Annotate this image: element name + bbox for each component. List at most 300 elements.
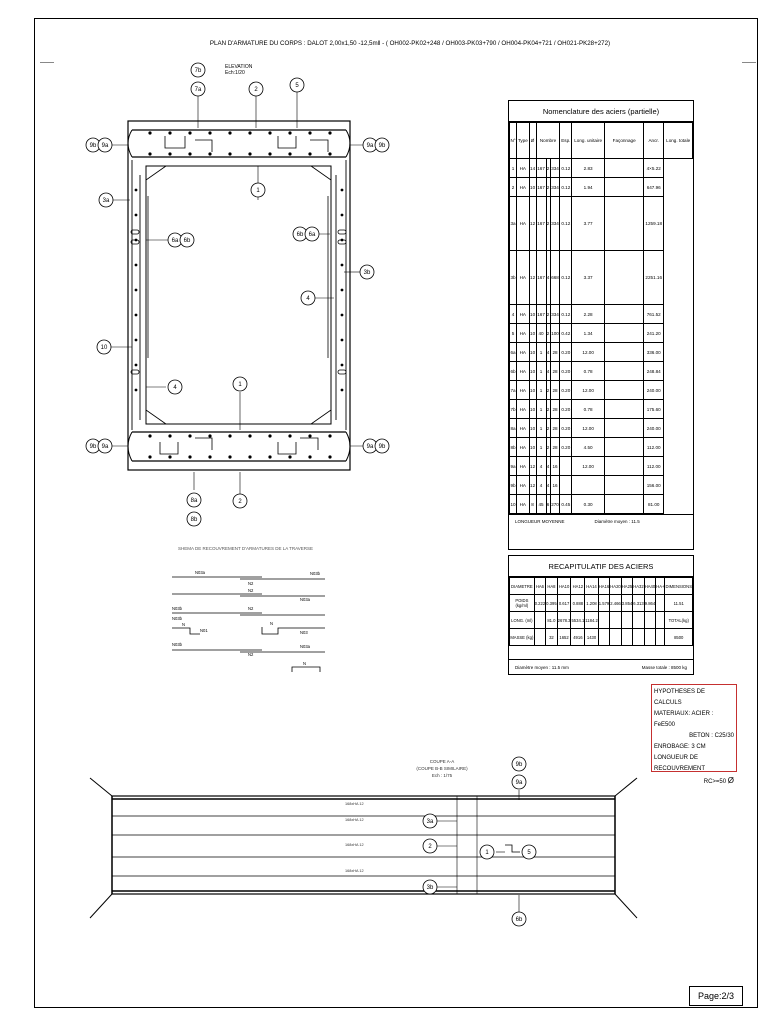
recap-row — [510, 578, 693, 595]
nomenclature-cell: 10 — [510, 495, 517, 514]
nomenclature-row — [510, 381, 693, 400]
nomenclature-cell: 8b — [510, 438, 517, 457]
recap-cell: 0.222 — [534, 595, 545, 612]
nomenclature-cell: HA — [517, 197, 530, 251]
nomenclature-cell — [605, 381, 644, 400]
recap-cell: 1652 — [557, 629, 571, 646]
leader-lines — [111, 92, 377, 494]
nomenclature-cell: 6 — [546, 495, 550, 514]
nomenclature-cell: HA — [517, 362, 530, 381]
nomenclature-row — [510, 419, 693, 438]
nomenclature-cell — [605, 178, 644, 197]
nomenclature-cell: 2 — [510, 178, 517, 197]
recap-cell: DIAMETRE — [510, 578, 535, 595]
nomenclature-footer: LONGUEUR MOYENNE Diamètre moyen : 11.5 — [509, 514, 693, 527]
callout-6b: 6b — [183, 238, 191, 244]
nomenclature-cell: 0.78 — [572, 362, 605, 381]
nomenclature-cell: 7b — [510, 400, 517, 419]
nomenclature-cell: 28 — [550, 343, 560, 362]
recap-cell: 6.313 — [633, 595, 644, 612]
nomenclature-cell — [605, 251, 644, 305]
nomenclature-cell: 4 — [546, 362, 550, 381]
nomenclature-row — [510, 400, 693, 419]
recap-cell: DIMENSIONS — [665, 578, 693, 595]
recap-cell — [598, 629, 609, 646]
nomenclature-cell: 4 — [546, 343, 550, 362]
recap-cell: 32 — [546, 629, 557, 646]
recap-cell: LONG. (ml) — [510, 612, 535, 629]
callout-6a: 6a — [171, 238, 179, 244]
svg-text:N2: N2 — [248, 581, 254, 586]
recap-cell: 1430 — [585, 629, 599, 646]
nomenclature-cell: 8a — [510, 419, 517, 438]
section-aa — [90, 778, 637, 918]
hypotheses-materials: MATERIAUX: ACIER : FeE500 — [654, 711, 714, 728]
svg-text:N03b: N03b — [172, 616, 183, 621]
svg-text:N03a: N03a — [195, 570, 206, 575]
nomenclature-cell: 175.60 — [644, 400, 664, 419]
recap-footer: Diamètre moyen : 11.5 mm Masse totale : 8500 kg — [509, 659, 693, 674]
nomenclature-cell: 7a — [510, 381, 517, 400]
callout-4: 4 — [173, 385, 177, 391]
nomenclature-cell — [605, 305, 644, 324]
recap-cell — [656, 629, 665, 646]
nomenclature-cell: 10 — [529, 381, 536, 400]
svg-text:N03a: N03a — [300, 597, 311, 602]
svg-text:N: N — [303, 661, 307, 666]
nomenclature-cell: 4 — [536, 457, 546, 476]
nomenclature-cell: 0.20 — [560, 343, 572, 362]
nomenclature-row — [510, 457, 693, 476]
nomenclature-cell: 10 — [529, 419, 536, 438]
nomenclature-cell: 28 — [550, 400, 560, 419]
nomenclature-row — [510, 324, 693, 343]
hypotheses-rc: RC>=50 — [703, 779, 727, 785]
nomenclature-cell: 2.83 — [572, 159, 605, 178]
recap-row — [510, 595, 693, 612]
nomenclature-cell: 28 — [550, 381, 560, 400]
recap-title: RECAPITULATIF DES ACIERS — [509, 556, 693, 577]
recap-table — [508, 555, 694, 675]
nomenclature-cell: 0.20 — [560, 438, 572, 457]
svg-text:9a: 9a — [515, 780, 523, 786]
nomenclature-row — [510, 305, 693, 324]
recap-cell: 3.854 — [621, 595, 632, 612]
recap-cell — [644, 612, 655, 629]
svg-text:N2: N2 — [248, 652, 254, 657]
nomenclature-cell — [605, 495, 644, 514]
nomenclature-cell: 1.34 — [572, 324, 605, 343]
recap-cell: 1184.2 — [585, 612, 599, 629]
callout-2: 2 — [238, 499, 242, 505]
recap-cell: 2.466 — [610, 595, 621, 612]
nomenclature-cell: HA — [517, 419, 530, 438]
nomenclature-cell: 8 — [529, 495, 536, 514]
recap-cell — [534, 629, 545, 646]
nomenclature-cell: 16 — [550, 457, 560, 476]
schema-title: SHEMA DE RECOUVREMENT D'ARMATURES DE LA TRAVERSE — [178, 546, 314, 551]
page-number: Page:2/3 — [689, 986, 743, 1006]
callout-9b: 9b — [89, 444, 97, 450]
nomenclature-cell — [560, 457, 572, 476]
recap-cell — [598, 612, 609, 629]
nomenclature-cell: 240.00 — [644, 381, 664, 400]
nomenclature-cell: 167 — [536, 305, 546, 324]
recap-cell — [610, 612, 621, 629]
nomenclature-cell: 12 — [529, 197, 536, 251]
nomenclature-cell: 0.78 — [572, 400, 605, 419]
nomenclature-cell: 4 — [510, 305, 517, 324]
elevation-section — [128, 121, 350, 470]
recap-grid — [509, 577, 693, 646]
svg-text:168xHA 12: 168xHA 12 — [345, 843, 364, 847]
nomenclature-cell: 5 — [510, 324, 517, 343]
nomenclature-cell: 10 — [529, 400, 536, 419]
nomenclature-table — [508, 100, 694, 550]
nomenclature-cell: 28 — [550, 419, 560, 438]
svg-text:5: 5 — [527, 850, 531, 856]
recap-cell — [633, 612, 644, 629]
nomenclature-row — [510, 476, 693, 495]
nomenclature-row — [510, 362, 693, 381]
nomenclature-cell: 12.00 — [572, 419, 605, 438]
recap-cell — [610, 629, 621, 646]
nomenclature-cell: 0.42 — [560, 324, 572, 343]
recap-cell: 2678.3 — [557, 612, 571, 629]
nomenclature-cell: 10 — [529, 178, 536, 197]
svg-text:9b: 9b — [515, 762, 523, 768]
recap-cell: 4916 — [571, 629, 585, 646]
nomenclature-cell: 248.84 — [644, 362, 664, 381]
nomenclature-row — [510, 159, 693, 178]
nomenclature-cell — [605, 362, 644, 381]
callout-8a: 8a — [190, 498, 198, 504]
callout-3b: 3b — [363, 270, 371, 276]
elevation-callout-labels — [90, 68, 386, 523]
nomenclature-cell: 1 — [536, 381, 546, 400]
recap-cell: HA16 — [598, 578, 609, 595]
nomenclature-cell: 12.00 — [572, 457, 605, 476]
recap-cell: HA20 — [610, 578, 621, 595]
nomenclature-cell: HA — [517, 438, 530, 457]
svg-text:6b: 6b — [515, 917, 523, 923]
nomenclature-cell: 112.00 — [644, 438, 664, 457]
recap-cell: HA8 — [546, 578, 557, 595]
hypotheses-box — [651, 684, 737, 785]
nomenclature-cell: 334 — [550, 305, 560, 324]
recap-cell: HA6 — [534, 578, 545, 595]
nomenclature-cell: 12.00 — [572, 381, 605, 400]
svg-text:N03a: N03a — [300, 644, 311, 649]
nomenclature-cell: 1 — [536, 343, 546, 362]
nomenclature-cell: HA — [517, 305, 530, 324]
svg-text:2: 2 — [428, 844, 432, 850]
nomenclature-cell: 1 — [536, 419, 546, 438]
recap-cell: 8500 — [665, 629, 693, 646]
section-scale: Ech : 1/75 — [431, 773, 453, 778]
nomenclature-cell: HA — [517, 178, 530, 197]
nomenclature-cell: 3.37 — [572, 251, 605, 305]
nomenclature-cell: HA — [517, 457, 530, 476]
nomenclature-cell — [572, 476, 605, 495]
nomenclature-cell — [560, 476, 572, 495]
nomenclature-cell: 1 — [536, 362, 546, 381]
section-name: COUPE A-A — [429, 759, 455, 764]
nomenclature-cell: 1 — [510, 159, 517, 178]
nomenclature-cell: 0.12 — [560, 305, 572, 324]
recap-cell: MASSE (kg) — [510, 629, 535, 646]
nomenclature-cell: 270 — [550, 495, 560, 514]
recap-cell: HA25 — [621, 578, 632, 595]
nomenclature-cell: 3a — [510, 197, 517, 251]
nomenclature-cell: 9a — [510, 457, 517, 476]
callout-9a: 9a — [101, 444, 109, 450]
nomenclature-cell: 0.12 — [560, 159, 572, 178]
recap-cell — [534, 612, 545, 629]
callout-6b: 6b — [296, 232, 304, 238]
elevation-title: ELEVATION — [225, 64, 253, 70]
nomenclature-cell: 10 — [529, 438, 536, 457]
svg-text:168xHA 12: 168xHA 12 — [345, 869, 364, 873]
nomenclature-cell: 2 — [546, 419, 550, 438]
elevation-callouts — [86, 63, 389, 526]
nomenclature-title: Nomenclature des aciers (partielle) — [509, 101, 693, 122]
recap-row — [510, 612, 693, 629]
nomenclature-row — [510, 438, 693, 457]
section-subtitle: (COUPE B-B SIMILAIRE) — [416, 766, 468, 771]
recap-row — [510, 629, 693, 646]
callout-9a: 9a — [366, 444, 374, 450]
nomenclature-cell: 4 — [546, 457, 550, 476]
nomenclature-cell: 167 — [536, 178, 546, 197]
nomenclature-cell: 2251.16 — [644, 251, 664, 305]
nomenclature-cell: 10 — [529, 362, 536, 381]
nomenclature-cell: 334 — [550, 159, 560, 178]
nomenclature-cell: 3b — [510, 251, 517, 305]
section-title — [412, 758, 472, 779]
recap-cell: 0.617 — [557, 595, 571, 612]
nomenclature-cell: 1 — [536, 438, 546, 457]
recap-cell — [633, 629, 644, 646]
nomenclature-cell: 4 — [546, 476, 550, 495]
recap-cell: HA+ — [656, 578, 665, 595]
nomenclature-cell: 0.20 — [560, 419, 572, 438]
nomenclature-cell: 81.00 — [644, 495, 664, 514]
nomenclature-cell — [605, 159, 644, 178]
nomenclature-cell: 1 — [536, 400, 546, 419]
callout-2: 2 — [254, 87, 258, 93]
nomenclature-cell: 0.45 — [560, 495, 572, 514]
nomenclature-cell: 336.00 — [644, 343, 664, 362]
callout-5: 5 — [295, 83, 299, 89]
nomenclature-cell: HA — [517, 400, 530, 419]
section-bar-labels — [345, 802, 364, 873]
nomenclature-cell: 6b — [510, 362, 517, 381]
recap-cell: 9.864 — [644, 595, 655, 612]
nomenclature-cell: 12.00 — [572, 343, 605, 362]
nomenclature-cell: 3.77 — [572, 197, 605, 251]
nomenclature-cell: 167 — [536, 159, 546, 178]
nomenclature-cell: HA — [517, 343, 530, 362]
nomenclature-cell: 1259.18 — [644, 197, 664, 251]
svg-text:N: N — [270, 621, 274, 626]
nomenclature-cell: HA — [517, 251, 530, 305]
nomenclature-cell: 100 — [550, 324, 560, 343]
recap-cell: 0.395 — [546, 595, 557, 612]
recap-cell: TOTAL(kg) — [665, 612, 693, 629]
callout-4: 4 — [306, 296, 310, 302]
nomenclature-cell: 2 — [546, 159, 550, 178]
nomenclature-cell: 0.12 — [560, 197, 572, 251]
nomenclature-cell: 40 — [536, 324, 546, 343]
hypotheses-enrobage: ENROBAGE: 3 CM — [654, 744, 706, 750]
nomenclature-cell: 12 — [529, 476, 536, 495]
svg-text:N: N — [182, 622, 186, 627]
nomenclature-cell: 6a — [510, 343, 517, 362]
nomenclature-cell: 4×5.22 — [644, 159, 664, 178]
svg-text:N01: N01 — [200, 628, 208, 633]
svg-text:3b: 3b — [426, 885, 434, 891]
nomenclature-cell: 45 — [536, 495, 546, 514]
recap-cell: 1.208 — [585, 595, 599, 612]
callout-9a: 9a — [101, 143, 109, 149]
nomenclature-cell: 4 — [536, 476, 546, 495]
nomenclature-cell: 167 — [536, 197, 546, 251]
nomenclature-cell: 2.28 — [572, 305, 605, 324]
svg-text:3a: 3a — [426, 819, 434, 825]
callout-1: 1 — [238, 382, 242, 388]
nomenclature-cell: 761.52 — [644, 305, 664, 324]
nomenclature-cell: 2 — [546, 381, 550, 400]
recap-cell: 1.579 — [598, 595, 609, 612]
nomenclature-row — [510, 251, 693, 305]
callout-3a: 3a — [102, 198, 110, 204]
nomenclature-cell: 240.00 — [644, 419, 664, 438]
nomenclature-cell: 156.00 — [644, 476, 664, 495]
nomenclature-cell: 9b — [510, 476, 517, 495]
nomenclature-cell — [605, 457, 644, 476]
nomenclature-cell: 2 — [546, 324, 550, 343]
recap-cell: 81.0 — [546, 612, 557, 629]
recap-cell: HA40 — [644, 578, 655, 595]
callout-6a: 6a — [308, 232, 316, 238]
callout-7b: 7b — [194, 68, 202, 74]
nomenclature-row — [510, 197, 693, 251]
callout-9a: 9a — [366, 143, 374, 149]
nomenclature-cell: 334 — [550, 197, 560, 251]
nomenclature-cell: 647.96 — [644, 178, 664, 197]
nomenclature-cell: 10 — [529, 305, 536, 324]
hypotheses-beton: BETON : C25/30 — [689, 733, 734, 739]
nomenclature-cell — [605, 343, 644, 362]
nomenclature-cell — [605, 419, 644, 438]
nomenclature-cell — [605, 476, 644, 495]
hypotheses-title: HYPOTHESES DE CALCULS — [654, 689, 706, 706]
diameter-icon: Ø — [727, 776, 734, 785]
nomenclature-cell: 0.20 — [560, 381, 572, 400]
recap-cell: HA14 — [585, 578, 599, 595]
svg-text:N2: N2 — [248, 606, 254, 611]
svg-text:N03b: N03b — [172, 642, 183, 647]
nomenclature-cell: 0.30 — [572, 495, 605, 514]
nomenclature-row — [510, 343, 693, 362]
nomenclature-cell: HA — [517, 159, 530, 178]
nomenclature-row — [510, 178, 693, 197]
nomenclature-cell — [605, 324, 644, 343]
recap-cell: 5534.1 — [571, 612, 585, 629]
nomenclature-cell: 16 — [550, 476, 560, 495]
nomenclature-cell: 4 — [546, 251, 550, 305]
callout-9b: 9b — [378, 444, 386, 450]
recap-cell — [621, 629, 632, 646]
nomenclature-cell: HA — [517, 476, 530, 495]
nomenclature-grid: N° Type Ø Nombre Esp. Long. unitaire Façonnage Ancr. Long. totale 1 HA 14 167 2 334 0.12 2.83 4×5.22 2 HA 10 167 2 334 0.12 1.94 647.96 3a HA 12 167 2 334 0.12 3.77 1259.18 3b HA 12 167 4 668 0.12 3.37 2251.16 4 HA 10 167 2 334 0.12 2.28 761.52 5 HA 10 40 2 100 0.42 1.34 241.20 6a HA 10 1 4 28 0.20 12.00 336.00 6b HA 10 1 4 28 0.20 0.78 248.84 7a HA 10 1 2 28 0.20 12.00 240.00 7b HA 10 1 2 28 0.20 0.78 175.60 8a HA 10 1 2 28 0.20 12.00 240.00 8b HA 10 1 2 28 0.20 4.50 112.00 9a HA 12 4 4 16 12.00 112.00 9b HA 12 4 4 16 156.00 10 HA 8 45 6 270 0.45 0.30 81.00 — [509, 122, 693, 514]
nomenclature-cell: 1.94 — [572, 178, 605, 197]
nomenclature-cell — [605, 438, 644, 457]
nomenclature-cell: 334 — [550, 178, 560, 197]
nomenclature-cell: HA — [517, 324, 530, 343]
svg-text:168xHA 12: 168xHA 12 — [345, 802, 364, 806]
nomenclature-cell: 10 — [529, 343, 536, 362]
nomenclature-cell: 167 — [536, 251, 546, 305]
callout-9b: 9b — [89, 143, 97, 149]
drawing-title: PLAN D'ARMATURE DU CORPS : DALOT 2,00x1,50 -12,5mll - ( OH002-PK02+248 / OH003-PK03+790 / OH004-PK04+721 / OH021-PK28+272) — [209, 40, 611, 47]
recap-cell: HA10 — [557, 578, 571, 595]
nomenclature-cell: 2 — [546, 197, 550, 251]
nomenclature-cell: 10 — [529, 324, 536, 343]
nomenclature-cell: 2 — [546, 400, 550, 419]
recap-cell — [621, 612, 632, 629]
nomenclature-cell: 4.50 — [572, 438, 605, 457]
callout-7a: 7a — [194, 87, 202, 93]
svg-text:N03b: N03b — [172, 606, 183, 611]
recap-cell: 0.888 — [571, 595, 585, 612]
svg-text:N03b: N03b — [310, 571, 321, 576]
recap-cell: 11.51 — [665, 595, 693, 612]
hypotheses-recouvrement: LONGUEUR DE RECOUVREMENT — [654, 755, 706, 772]
nomenclature-cell: HA — [517, 495, 530, 514]
recap-cell: HA32 — [633, 578, 644, 595]
svg-text:1: 1 — [485, 850, 489, 856]
recap-cell — [644, 629, 655, 646]
svg-text:N03: N03 — [300, 630, 308, 635]
nomenclature-cell: 0.20 — [560, 362, 572, 381]
nomenclature-cell: 112.00 — [644, 457, 664, 476]
recap-cell: HA12 — [571, 578, 585, 595]
nomenclature-cell: 0.20 — [560, 400, 572, 419]
recap-cell — [656, 612, 665, 629]
nomenclature-cell: 28 — [550, 438, 560, 457]
nomenclature-cell — [605, 197, 644, 251]
callout-10: 10 — [100, 345, 108, 351]
nomenclature-cell: 0.12 — [560, 178, 572, 197]
nomenclature-cell: 12 — [529, 457, 536, 476]
recap-cell — [656, 595, 665, 612]
nomenclature-cell: 668 — [550, 251, 560, 305]
nomenclature-cell: 2 — [546, 178, 550, 197]
nomenclature-cell: 2 — [546, 305, 550, 324]
callout-1: 1 — [256, 188, 260, 194]
nomenclature-cell — [605, 400, 644, 419]
svg-text:168xHA 12: 168xHA 12 — [345, 818, 364, 822]
nomenclature-cell: HA — [517, 381, 530, 400]
svg-text:N2: N2 — [248, 588, 254, 593]
elevation-scale: Ech:1/20 — [225, 70, 245, 76]
nomenclature-cell: 241.20 — [644, 324, 664, 343]
nomenclature-cell: 0.12 — [560, 251, 572, 305]
nomenclature-cell: 2 — [546, 438, 550, 457]
nomenclature-cell: 28 — [550, 362, 560, 381]
